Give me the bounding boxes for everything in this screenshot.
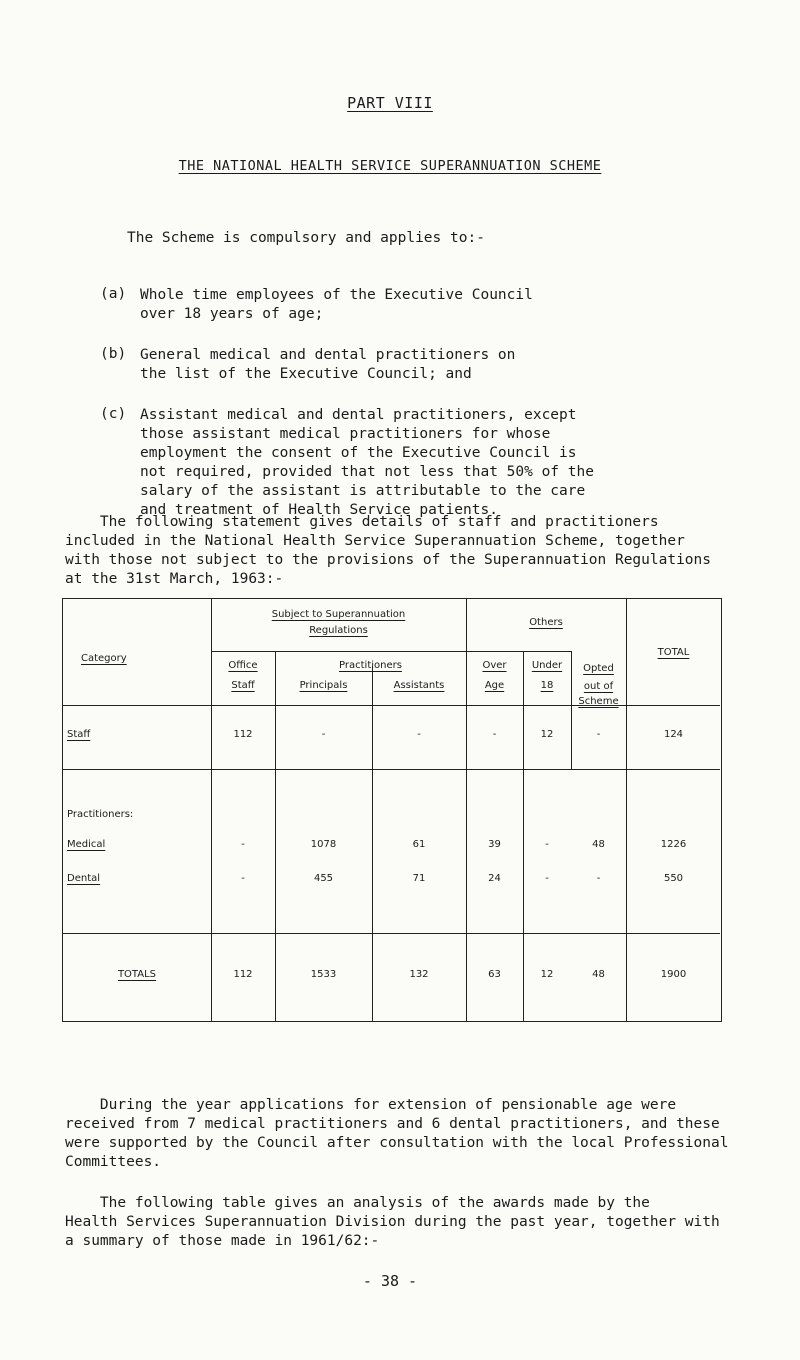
item-c-label: (c) <box>100 406 127 422</box>
header-subject-line2: Regulations <box>309 625 368 636</box>
header-out-of: out of <box>583 681 614 692</box>
row-label-medical: Medical <box>67 839 106 850</box>
rule <box>63 769 720 770</box>
cell-medical-under: - <box>545 839 549 850</box>
item-c-text: Assistant medical and dental practitioners, except those assistant medical practitioners for whose employment the consent of the Executive Council is not required, provided that not less that 50% of the salary of the assistant is attributable to the care and treatment of Health Service patients. <box>140 407 594 518</box>
row-group-practitioners: Practitioners: <box>67 809 134 820</box>
item-a-text: Whole time employees of the Executive Council over 18 years of age; <box>140 287 533 322</box>
page-number: - 38 - <box>362 1272 418 1290</box>
cell-dental-over: 24 <box>488 873 501 884</box>
cell-totals-office: 112 <box>233 969 253 980</box>
cell-totals-total: 1900 <box>660 969 687 980</box>
header-office: Office <box>228 660 258 671</box>
header-opted: Opted <box>583 663 614 674</box>
statement-paragraph: The following statement gives details of staff and practitioners included in the National Health Service Superannuation Scheme, together with those not subject to the provisions of the Superannuation Regulations at the 31st March, 1963:- <box>65 514 712 587</box>
cell-staff-over: - <box>492 729 497 740</box>
header-others: Others <box>529 617 563 628</box>
cell-staff-total: 124 <box>663 729 684 740</box>
document-title: THE NATIONAL HEALTH SERVICE SUPERANNUATION SCHEME <box>178 158 602 174</box>
header-practitioners: Practitioners <box>339 660 402 671</box>
header-subject-line1: Subject to Superannuation <box>271 609 406 620</box>
rule <box>211 651 571 652</box>
cell-staff-under: 12 <box>540 729 554 740</box>
intro-paragraph: The Scheme is compulsory and applies to:- <box>127 230 485 246</box>
cell-medical-principals: 1078 <box>310 839 337 850</box>
item-b-label: (b) <box>100 346 127 362</box>
superannuation-table <box>62 598 722 1022</box>
item-b-text: General medical and dental practitioners on the list of the Executive Council; and <box>140 347 516 382</box>
header-age: Age <box>484 680 505 691</box>
header-staff: Staff <box>231 680 255 691</box>
header-category: Category <box>81 653 127 664</box>
row-label-staff: Staff <box>67 729 91 740</box>
header-assistants: Assistants <box>393 680 445 691</box>
cell-totals-assistants: 132 <box>409 969 429 980</box>
row-label-totals: TOTALS <box>117 969 157 980</box>
header-scheme: Scheme <box>578 696 619 707</box>
cell-staff-office: 112 <box>233 729 253 740</box>
header-principals: Principals <box>299 680 348 691</box>
row-label-dental: Dental <box>67 873 101 884</box>
cell-dental-assistants: 71 <box>412 873 426 884</box>
header-over: Over <box>482 660 507 671</box>
header-18: 18 <box>540 680 554 691</box>
cell-dental-opted: - <box>596 873 601 884</box>
awards-paragraph: The following table gives an analysis of the awards made by the Health Services Superannuation Division during the past year, together with a summary of those made in 1961/62:- <box>65 1195 720 1249</box>
rule <box>626 599 627 1021</box>
cell-totals-over: 63 <box>488 969 501 980</box>
cell-medical-office: - <box>241 839 245 850</box>
cell-staff-principals: - <box>321 729 326 740</box>
item-a-label: (a) <box>100 286 127 302</box>
cell-medical-over: 39 <box>488 839 501 850</box>
rule <box>275 651 276 1021</box>
cell-medical-total: 1226 <box>660 839 687 850</box>
cell-staff-assistants: - <box>417 729 421 740</box>
part-title: PART VIII <box>347 94 433 112</box>
header-under: Under <box>531 660 563 671</box>
rule <box>523 651 524 1021</box>
cell-dental-under: - <box>545 873 549 884</box>
cell-dental-office: - <box>241 873 245 884</box>
cell-dental-principals: 455 <box>313 873 334 884</box>
cell-totals-under: 12 <box>540 969 554 980</box>
header-total: TOTAL <box>657 647 690 658</box>
cell-totals-opted: 48 <box>592 969 605 980</box>
cell-dental-total: 550 <box>663 873 684 884</box>
cell-medical-opted: 48 <box>592 839 605 850</box>
rule <box>63 933 720 934</box>
extension-paragraph: During the year applications for extension of pensionable age were received from 7 medical practitioners and 6 dental practitioners, and these were supported by the Council after consultation with the local Professional Committees. <box>65 1097 729 1170</box>
cell-totals-principals: 1533 <box>310 969 337 980</box>
cell-medical-assistants: 61 <box>412 839 426 850</box>
cell-staff-opted: - <box>596 729 601 740</box>
